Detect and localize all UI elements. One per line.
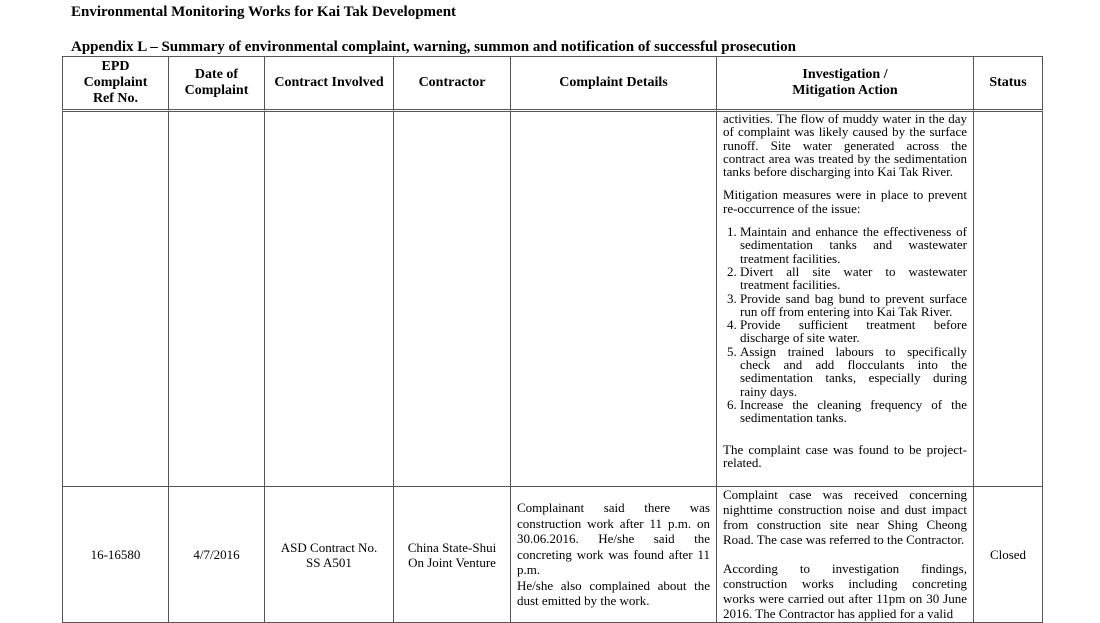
appendix-title: Appendix L – Summary of environmental complaint, warning, summon and notification of successful prosecution: [71, 39, 796, 55]
mitigation-conclusion: The complaint case was found to be project-related.: [723, 441, 967, 470]
list-item: 5. Assign trained labours to specifically check and add flocculants into the sedimentation tanks, especially during rainy days.: [740, 345, 967, 398]
empty-cell: [974, 112, 1043, 487]
header-text: Status: [989, 75, 1027, 90]
investigation-text: According to investigation findings, construction works including concreting works were carried out after 11pm on 30 June 2016. The Contractor has applied for a valid: [723, 561, 967, 621]
list-item: 6. Increase the cleaning frequency of the sedimentation tanks.: [740, 398, 967, 425]
column-header-date: [169, 56, 265, 112]
empty-cell: [394, 112, 511, 487]
mitigation-measures-list: [723, 225, 967, 424]
complaint-summary-table: [62, 56, 1043, 623]
column-header-details: [511, 56, 717, 112]
document-title: Environmental Monitoring Works for Kai Tak Development: [71, 4, 457, 20]
ref-no-cell: 16-16580: [62, 487, 169, 623]
column-header-action: [717, 56, 974, 112]
complaint-details-cell: [511, 487, 717, 623]
status-cell: Closed: [974, 487, 1043, 623]
mitigation-measures-intro: Mitigation measures were in place to prevent re-occurrence of the issue:: [723, 187, 967, 216]
investigation-text: Complaint case was received concerning nighttime construction noise and dust impact from construction site near Shing Cheong Road. The case was referred to the Contractor.: [723, 487, 967, 547]
contractor-line: China State-Shui: [407, 539, 497, 555]
contractor-line: On Joint Venture: [408, 554, 496, 570]
header-text: Mitigation Action: [792, 83, 898, 98]
column-header-contractor: [394, 56, 511, 112]
header-text: Complaint: [83, 75, 148, 90]
investigation-cell: [717, 487, 974, 623]
column-header-status: [974, 56, 1043, 112]
list-item: 3. Provide sand bag bund to prevent surface run off from entering into Kai Tak River.: [740, 292, 967, 319]
empty-cell: [265, 112, 394, 487]
list-item: 2. Divert all site water to wastewater treatment facilities.: [740, 265, 967, 292]
contract-cell: [265, 487, 394, 623]
complaint-details-text: Complainant said there was construction work after 11 p.m. on 30.06.2016. He/she said the concreting work was found after 11 p.m.: [517, 500, 710, 578]
header-text: Ref No.: [92, 91, 139, 106]
table-row-continued: [62, 112, 1043, 487]
header-text: Investigation /: [802, 67, 888, 82]
column-header-contract: [265, 56, 394, 112]
table-row: [62, 487, 1043, 623]
contractor-cell: [394, 487, 511, 623]
contract-line: ASD Contract No.: [280, 539, 378, 555]
table-header-row: [62, 56, 1043, 112]
date-cell: 4/7/2016: [169, 487, 265, 623]
mitigation-intro: activities. The flow of muddy water in the day of complaint was likely caused by the surface runoff. Site water generated across the contract area was treated by the sedimentation tanks before discharging into Kai Tak River.: [723, 111, 967, 180]
header-text: Contractor: [418, 75, 486, 90]
header-text: Complaint Details: [559, 75, 668, 90]
header-text: Date of: [194, 67, 239, 82]
header-text: EPD: [101, 59, 130, 74]
list-item: 4. Provide sufficient treatment before discharge of site water.: [740, 318, 967, 345]
column-header-ref-no: [62, 56, 169, 112]
empty-cell: [169, 112, 265, 487]
empty-cell: [511, 112, 717, 487]
complaint-details-text: He/she also complained about the dust emitted by the work.: [517, 577, 710, 609]
header-text: Contract Involved: [274, 75, 384, 90]
empty-cell: [62, 112, 169, 487]
header-text: Complaint: [184, 83, 249, 98]
mitigation-action-cell: [717, 112, 974, 487]
contract-line: SS A501: [306, 554, 352, 570]
list-item: 1. Maintain and enhance the effectiveness of sedimentation tanks and wastewater treatment facilities.: [740, 225, 967, 265]
